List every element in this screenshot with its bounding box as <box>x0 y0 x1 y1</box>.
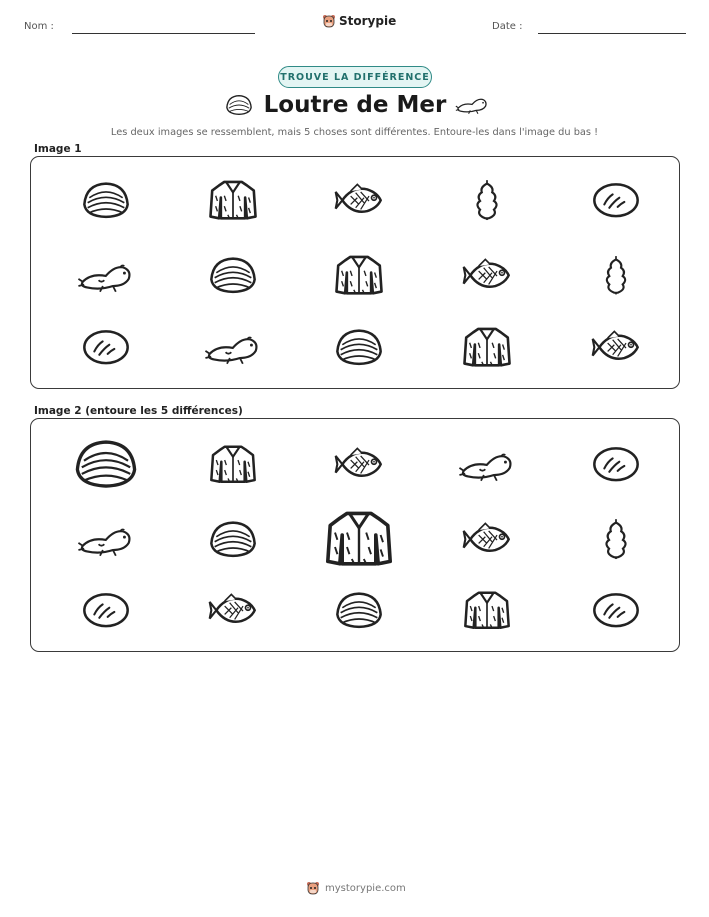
image1-item-fur-coat-icon <box>333 253 385 301</box>
name-label: Nom : <box>24 21 54 32</box>
date-label: Date : <box>492 21 523 32</box>
image1-item-otter-icon <box>77 254 135 301</box>
image2-item-fish-icon <box>334 443 384 490</box>
image2-item-clam-icon <box>334 589 384 636</box>
image2-item-fish-icon <box>208 589 258 636</box>
date-line[interactable] <box>538 33 686 34</box>
image1-label: Image 1 <box>34 143 82 155</box>
page-title: Loutre de Mer <box>263 92 447 118</box>
image1-panel <box>30 156 680 389</box>
activity-badge: TROUVE LA DIFFÉRENCE <box>278 66 432 88</box>
clam-icon <box>225 93 253 117</box>
image1-item-clam-icon <box>81 179 131 226</box>
image1-item-otter-icon <box>204 326 262 373</box>
image2-item-clam-icon <box>73 436 139 496</box>
instructions: Les deux images se ressemblent, mais 5 choses sont différentes. Entoure-les dans l'image du bas ! <box>110 127 599 138</box>
image2-item-stone-icon <box>591 443 641 490</box>
footer-url[interactable]: mystorypie.com <box>325 882 406 894</box>
image2-item-kelp-icon <box>590 517 642 565</box>
image1-item-kelp-icon <box>591 254 641 301</box>
image1-item-fur-coat-icon <box>207 178 259 226</box>
storypie-logo-icon <box>306 880 320 896</box>
name-line[interactable] <box>72 33 255 34</box>
image2-item-clam-icon <box>208 518 258 565</box>
image1-item-fish-icon <box>334 179 384 226</box>
image1-item-fish-icon <box>462 254 512 301</box>
image1-item-clam-icon <box>208 254 258 301</box>
image2-item-fish-icon <box>462 518 512 565</box>
otter-icon <box>455 93 489 115</box>
brand-logo <box>322 13 396 29</box>
image2-item-fur-coat-icon <box>323 508 395 573</box>
image1-item-fish-icon <box>591 326 641 373</box>
footer <box>306 880 406 896</box>
image2-label: Image 2 (entoure les 5 différences) <box>34 405 243 417</box>
image2-item-stone-icon <box>81 589 131 636</box>
image2-item-fur-coat-icon <box>462 589 512 636</box>
image1-item-kelp-icon <box>461 178 513 226</box>
image2-item-otter-icon <box>458 443 516 490</box>
image2-item-fur-coat-icon <box>208 443 258 490</box>
image1-item-stone-icon <box>591 179 641 226</box>
image1-item-stone-icon <box>81 326 131 373</box>
brand-name: Storypie <box>339 14 397 28</box>
image2-item-otter-icon <box>77 518 135 565</box>
image1-item-clam-icon <box>334 326 384 373</box>
storypie-logo-icon <box>322 13 336 29</box>
image2-panel[interactable] <box>30 418 680 652</box>
image2-item-stone-icon <box>591 589 641 636</box>
image1-item-fur-coat-icon <box>461 325 513 373</box>
